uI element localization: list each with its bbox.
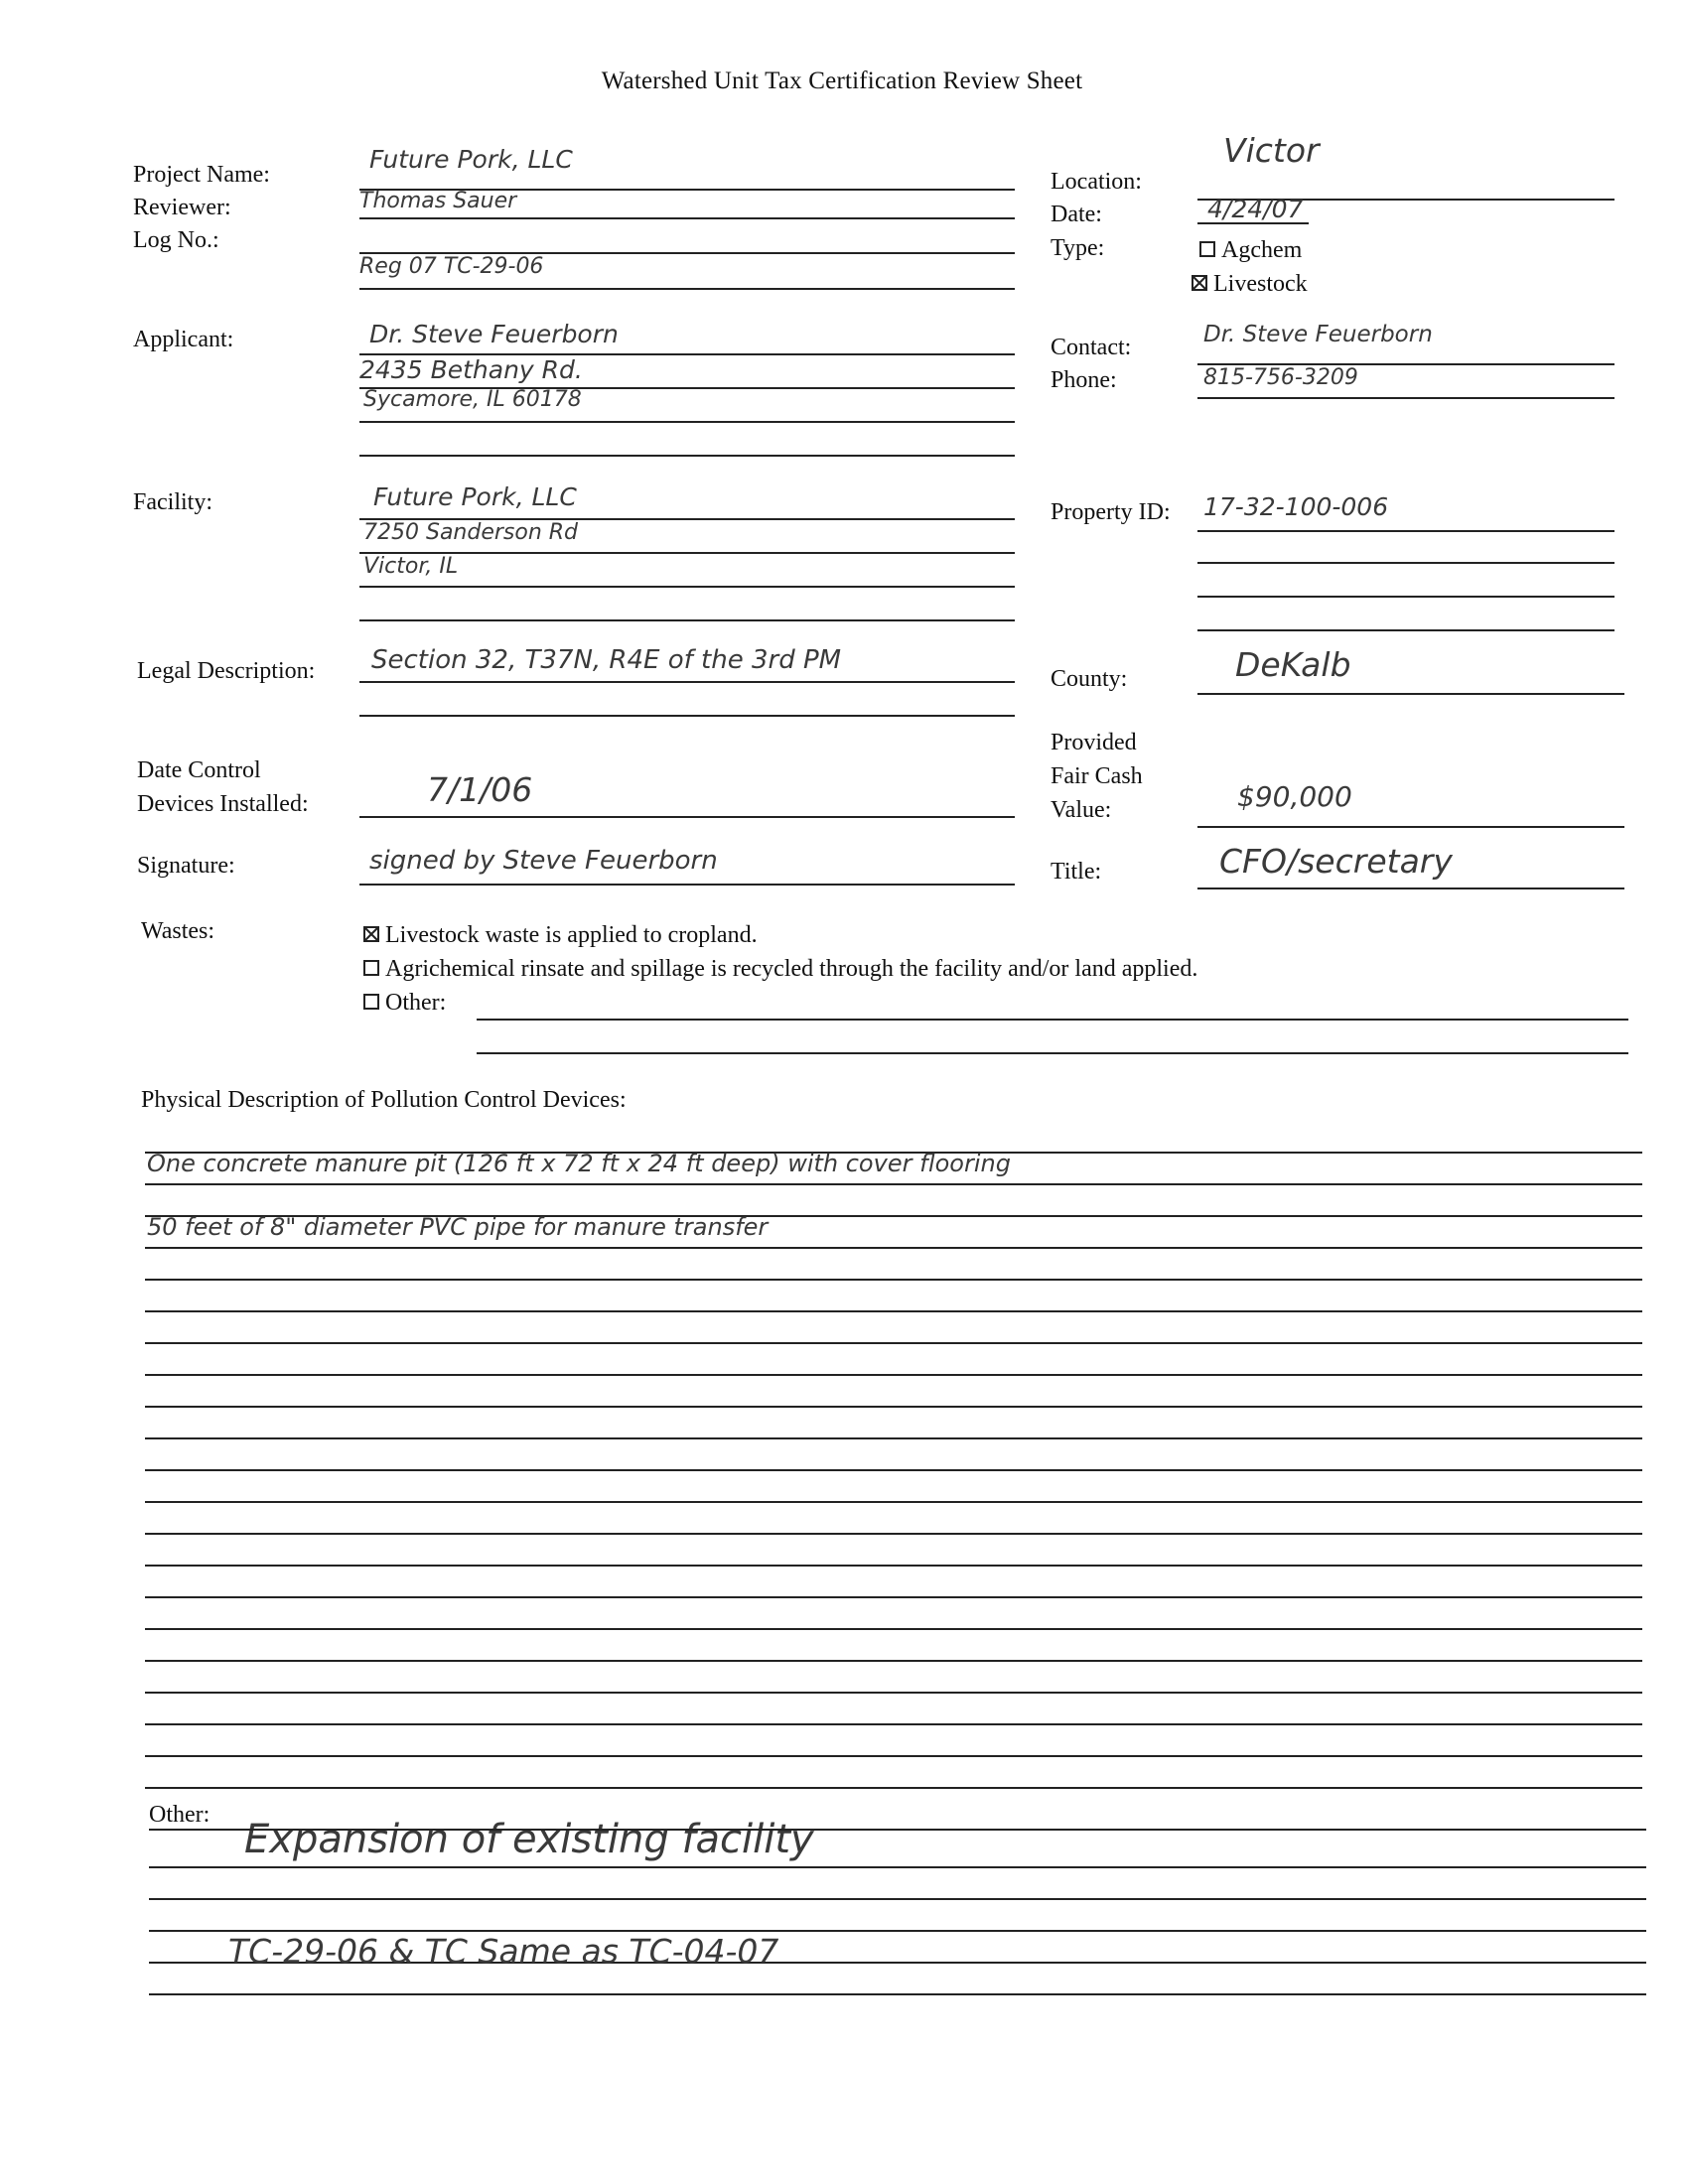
title-field-value: CFO/secretary (1219, 842, 1453, 881)
other-line2-value: TC-29-06 & TC Same as TC-04-07 (228, 1932, 779, 1971)
other-waste-line-2 (477, 1052, 1628, 1054)
legal-description-line-1 (359, 681, 1015, 683)
property-id-value: 17-32-100-006 (1203, 492, 1389, 521)
physical-description-rule-16 (145, 1628, 1642, 1630)
livestock-waste-checkbox[interactable] (363, 926, 379, 942)
date-label: Date: (1051, 202, 1102, 227)
waste-option-livestock[interactable]: Livestock waste is applied to cropland. (363, 919, 758, 952)
date-control-label-2: Devices Installed: (137, 791, 309, 817)
phone-value: 815-756-3209 (1203, 365, 1358, 390)
contact-label: Contact: (1051, 335, 1132, 360)
waste-option-agrichemical[interactable]: Agrichemical rinsate and spillage is recycled through the facility and/or land applied. (363, 953, 1197, 986)
property-id-line-3 (1197, 596, 1614, 598)
applicant-line1-value: Dr. Steve Feuerborn (369, 320, 619, 348)
reviewer-value: Thomas Sauer (359, 189, 517, 213)
signature-line (359, 884, 1015, 886)
signature-label: Signature: (137, 853, 235, 879)
log-no-line-2 (359, 288, 1015, 290)
applicant-label: Applicant: (133, 327, 234, 352)
physical-description-rule-6 (145, 1310, 1642, 1312)
location-label: Location: (1051, 169, 1142, 195)
applicant-line-3 (359, 421, 1015, 423)
physical-description-line2-value: 50 feet of 8" diameter PVC pipe for manure transfer (147, 1213, 769, 1241)
signature-value: signed by Steve Feuerborn (369, 846, 718, 876)
legal-description-label: Legal Description: (137, 658, 316, 684)
wastes-label: Wastes: (141, 918, 215, 944)
reviewer-label: Reviewer: (133, 195, 231, 220)
agrichemical-checkbox[interactable] (363, 960, 379, 976)
other-waste-checkbox[interactable] (363, 994, 379, 1010)
title-field-line (1197, 887, 1624, 889)
phone-line (1197, 397, 1614, 399)
date-value: 4/24/07 (1207, 195, 1304, 223)
other-rule-2 (149, 1866, 1646, 1868)
physical-description-rule-11 (145, 1469, 1642, 1471)
other-line1-value: Expansion of existing facility (244, 1817, 814, 1862)
fair-cash-label-3: Value: (1051, 797, 1112, 823)
other-label: Other: (149, 1802, 210, 1828)
type-option-agchem[interactable]: Agchem (1199, 234, 1302, 267)
physical-description-rule-14 (145, 1565, 1642, 1567)
other-rule-6 (149, 1993, 1646, 1995)
location-value: Victor (1223, 131, 1320, 170)
reviewer-line (359, 217, 1015, 219)
facility-line-4 (359, 619, 1015, 621)
waste-option-other[interactable]: Other: (363, 987, 446, 1020)
legal-description-line-2 (359, 715, 1015, 717)
facility-line1-value: Future Pork, LLC (373, 482, 577, 511)
livestock-checkbox[interactable] (1192, 275, 1207, 291)
agchem-checkbox[interactable] (1199, 241, 1215, 257)
other-rule-3 (149, 1898, 1646, 1900)
physical-description-rule-21 (145, 1787, 1642, 1789)
physical-description-rule-18 (145, 1692, 1642, 1694)
physical-description-rule-15 (145, 1596, 1642, 1598)
contact-value: Dr. Steve Feuerborn (1203, 322, 1433, 347)
legal-description-value: Section 32, T37N, R4E of the 3rd PM (371, 645, 842, 675)
property-id-line-1 (1197, 530, 1614, 532)
physical-description-rule-17 (145, 1660, 1642, 1662)
county-label: County: (1051, 666, 1128, 692)
project-name-label: Project Name: (133, 162, 270, 188)
title-field-label: Title: (1051, 859, 1102, 885)
physical-description-rule-20 (145, 1755, 1642, 1757)
other-waste-line-1 (477, 1019, 1628, 1021)
log-no-value: Reg 07 TC-29-06 (359, 254, 544, 279)
property-id-label: Property ID: (1051, 499, 1171, 525)
facility-line3-value: Victor, IL (363, 554, 459, 579)
fair-cash-label-2: Fair Cash (1051, 763, 1143, 789)
physical-description-rule-13 (145, 1533, 1642, 1535)
applicant-line2-value: 2435 Bethany Rd. (359, 355, 583, 384)
physical-description-rule-7 (145, 1342, 1642, 1344)
physical-description-label: Physical Description of Pollution Control Devices: (141, 1087, 627, 1113)
facility-label: Facility: (133, 489, 212, 515)
date-installed-value: 7/1/06 (427, 770, 533, 809)
physical-description-rule-9 (145, 1406, 1642, 1408)
physical-description-rule-19 (145, 1723, 1642, 1725)
other-rule-1 (149, 1829, 1646, 1831)
date-line (1197, 222, 1309, 224)
applicant-line3-value: Sycamore, IL 60178 (363, 387, 582, 412)
phone-label: Phone: (1051, 367, 1117, 393)
form-title: Watershed Unit Tax Certification Review Sheet (601, 68, 1083, 94)
fair-cash-line (1197, 826, 1624, 828)
physical-description-rule-12 (145, 1501, 1642, 1503)
fair-cash-label-1: Provided (1051, 730, 1137, 755)
property-id-line-4 (1197, 629, 1614, 631)
physical-description-rule-8 (145, 1374, 1642, 1376)
log-no-label: Log No.: (133, 227, 219, 253)
applicant-line-4 (359, 455, 1015, 457)
fair-cash-value: $90,000 (1237, 780, 1352, 813)
physical-description-rule-10 (145, 1437, 1642, 1439)
type-option-livestock[interactable]: Livestock (1192, 268, 1308, 301)
project-name-value: Future Pork, LLC (369, 145, 573, 174)
physical-description-rule-2 (145, 1183, 1642, 1185)
county-line (1197, 693, 1624, 695)
facility-line-3 (359, 586, 1015, 588)
physical-description-rule-5 (145, 1279, 1642, 1281)
county-value: DeKalb (1235, 645, 1351, 684)
date-installed-line (359, 816, 1015, 818)
facility-line2-value: 7250 Sanderson Rd (363, 520, 579, 545)
type-label: Type: (1051, 235, 1105, 261)
property-id-line-2 (1197, 562, 1614, 564)
physical-description-line1-value: One concrete manure pit (126 ft x 72 ft x 24 ft deep) with cover flooring (147, 1150, 1011, 1177)
date-control-label-1: Date Control (137, 757, 261, 783)
physical-description-rule-4 (145, 1247, 1642, 1249)
